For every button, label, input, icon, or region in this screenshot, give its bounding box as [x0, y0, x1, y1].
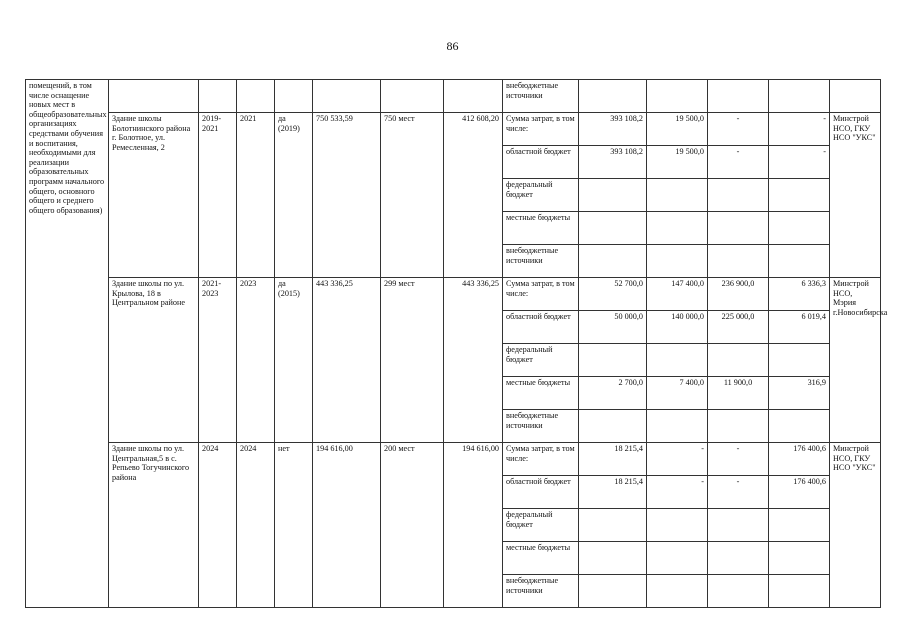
value-cell: [708, 344, 769, 377]
funding-source-cell: местные бюджеты: [503, 212, 579, 245]
funding-source-cell: Сумма затрат, в том числе:: [503, 443, 579, 476]
value-cell: 7 400,0: [647, 377, 708, 410]
value-cell: [708, 509, 769, 542]
value-cell: 19 500,0: [647, 113, 708, 146]
value-cell: 52 700,0: [579, 278, 647, 311]
value-cell: 19 500,0: [647, 146, 708, 179]
value-cell: 18 215,4: [579, 476, 647, 509]
value-cell: -: [708, 443, 769, 476]
value-cell: [647, 212, 708, 245]
value-cell: -: [769, 113, 830, 146]
value-cell: [579, 212, 647, 245]
responsible-cell: Минстрой НСО, Мэрия г.Новосибирска: [830, 278, 881, 443]
funding-source-cell: федеральный бюджет: [503, 179, 579, 212]
value-cell: 2 700,0: [579, 377, 647, 410]
value-cell: 50 000,0: [579, 311, 647, 344]
estimated-cost-cell: 194 616,00: [313, 443, 381, 608]
estimated-cost-cell: 443 336,25: [313, 278, 381, 443]
value-cell: 225 000,0: [708, 311, 769, 344]
table-row: [26, 80, 881, 113]
funding-source-cell: внебюджетные источники: [503, 575, 579, 608]
value-cell: -: [647, 443, 708, 476]
value-cell: [579, 179, 647, 212]
value-cell: [769, 245, 830, 278]
value-cell: 6 336,3: [769, 278, 830, 311]
page-number: 86: [446, 39, 459, 53]
value-cell: [647, 542, 708, 575]
responsible-cell: Минстрой НСО, ГКУ НСО "УКС": [830, 443, 881, 608]
value-cell: -: [769, 146, 830, 179]
value-cell: [647, 575, 708, 608]
value-cell: [708, 245, 769, 278]
remaining-cost-cell: 443 336,25: [444, 278, 503, 443]
completion-year-cell: 2021: [237, 113, 275, 278]
period-cell: 2024: [199, 443, 237, 608]
value-cell: 147 400,0: [647, 278, 708, 311]
funding-source-cell: областной бюджет: [503, 476, 579, 509]
value-cell: [647, 344, 708, 377]
table-row: [26, 278, 881, 311]
funding-source-cell: внебюджетные источники: [503, 245, 579, 278]
value-cell: [647, 179, 708, 212]
value-cell: [769, 410, 830, 443]
value-cell: 176 400,6: [769, 476, 830, 509]
value-cell: 393 108,2: [579, 146, 647, 179]
value-cell: -: [708, 146, 769, 179]
value-cell: 11 900,0: [708, 377, 769, 410]
capacity-cell: 299 мест: [381, 278, 444, 443]
table-row: [26, 443, 881, 476]
period-cell: 2021-2023: [199, 278, 237, 443]
funding-source-cell: внебюджетные источники: [503, 80, 579, 113]
funding-source-cell: областной бюджет: [503, 146, 579, 179]
value-cell: -: [708, 476, 769, 509]
value-cell: [579, 410, 647, 443]
funding-source-cell: Сумма затрат, в том числе:: [503, 113, 579, 146]
design-docs-cell: да (2015): [275, 278, 313, 443]
value-cell: [769, 575, 830, 608]
remaining-cost-cell: 194 616,00: [444, 443, 503, 608]
value-cell: [708, 410, 769, 443]
table-row: [26, 113, 881, 146]
value-cell: 6 019,4: [769, 311, 830, 344]
funding-source-cell: федеральный бюджет: [503, 509, 579, 542]
category-description-cell: помещений, в том числе оснащение новых мест в общеобразовательных организациях средствами обучения и воспитания, необходимыми для реализации образовательных программ начального общего, основного общего и среднего общего образования): [26, 80, 109, 608]
value-cell: [769, 509, 830, 542]
remaining-cost-cell: 412 608,20: [444, 113, 503, 278]
value-cell: 393 108,2: [579, 113, 647, 146]
value-cell: [708, 575, 769, 608]
object-name-cell: Здание школы по ул. Центральная,5 в с. Репьево Тогучинского района: [109, 443, 199, 608]
value-cell: 140 000,0: [647, 311, 708, 344]
value-cell: [769, 542, 830, 575]
capacity-cell: 750 мест: [381, 113, 444, 278]
funding-source-cell: федеральный бюджет: [503, 344, 579, 377]
completion-year-cell: 2024: [237, 443, 275, 608]
value-cell: [579, 509, 647, 542]
value-cell: 316,9: [769, 377, 830, 410]
funding-source-cell: областной бюджет: [503, 311, 579, 344]
value-cell: [769, 344, 830, 377]
funding-source-cell: Сумма затрат, в том числе:: [503, 278, 579, 311]
estimated-cost-cell: 750 533,59: [313, 113, 381, 278]
value-cell: 176 400,6: [769, 443, 830, 476]
value-cell: [579, 575, 647, 608]
funding-source-cell: внебюджетные источники: [503, 410, 579, 443]
value-cell: -: [708, 113, 769, 146]
funding-table: [25, 79, 888, 608]
value-cell: [647, 410, 708, 443]
value-cell: -: [647, 476, 708, 509]
value-cell: [769, 179, 830, 212]
period-cell: 2019-2021: [199, 113, 237, 278]
responsible-cell: Минстрой НСО, ГКУ НСО "УКС": [830, 113, 881, 278]
design-docs-cell: да (2019): [275, 113, 313, 278]
capacity-cell: 200 мест: [381, 443, 444, 608]
object-name-cell: Здание школы по ул. Крылова, 18 в Центральном районе: [109, 278, 199, 443]
value-cell: [708, 179, 769, 212]
design-docs-cell: нет: [275, 443, 313, 608]
value-cell: 236 900,0: [708, 278, 769, 311]
value-cell: 18 215,4: [579, 443, 647, 476]
funding-source-cell: местные бюджеты: [503, 377, 579, 410]
value-cell: [769, 212, 830, 245]
funding-source-cell: местные бюджеты: [503, 542, 579, 575]
value-cell: [708, 542, 769, 575]
value-cell: [647, 245, 708, 278]
object-name-cell: Здание школы Болотнинского района г. Болотное, ул. Ремесленная, 2: [109, 113, 199, 278]
value-cell: [647, 509, 708, 542]
value-cell: [708, 212, 769, 245]
value-cell: [579, 344, 647, 377]
value-cell: [579, 245, 647, 278]
value-cell: [579, 542, 647, 575]
completion-year-cell: 2023: [237, 278, 275, 443]
